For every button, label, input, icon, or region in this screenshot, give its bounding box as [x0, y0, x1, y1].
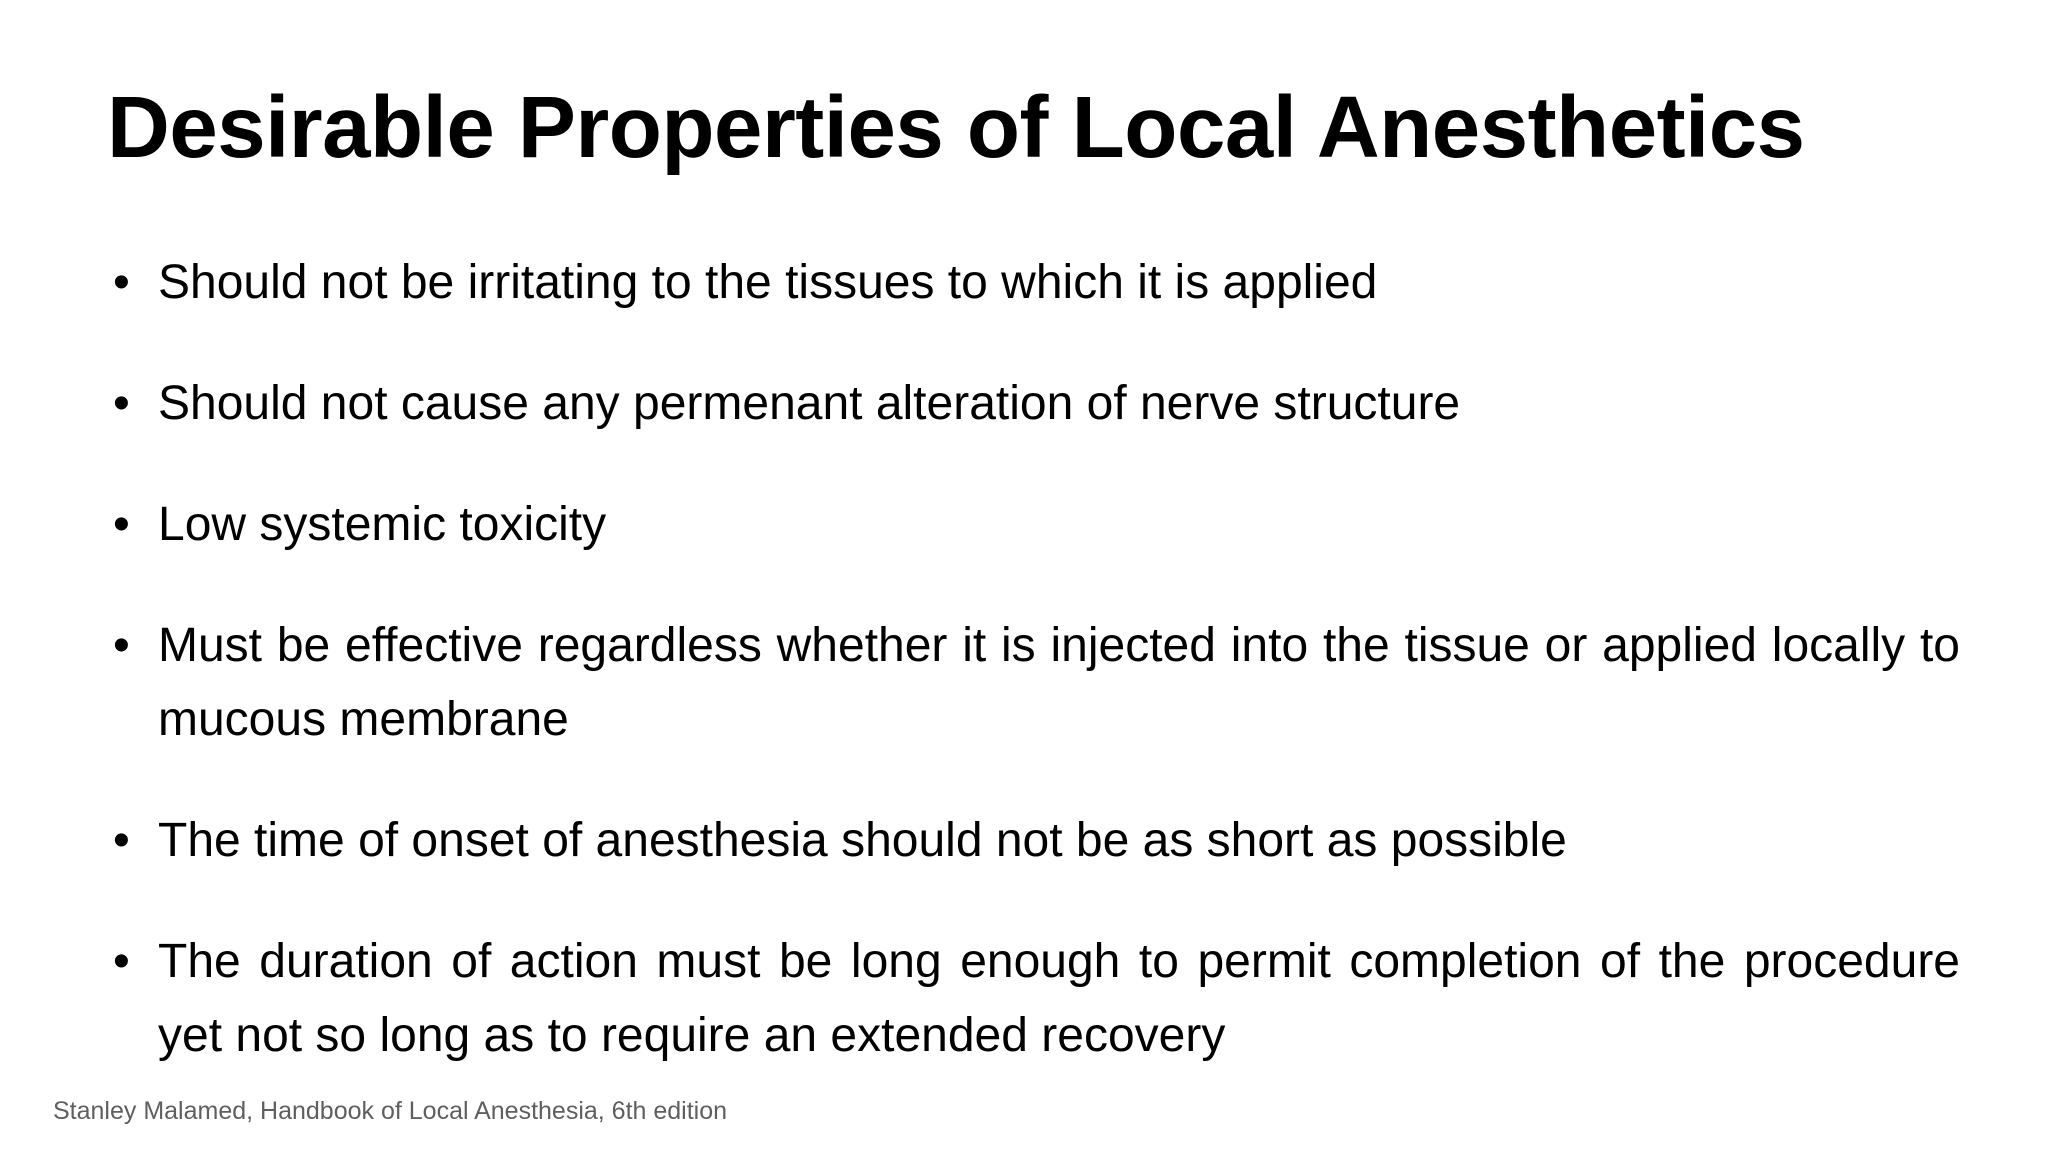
- bullet-text: Low systemic toxicity: [158, 498, 607, 551]
- bullet-item: [107, 488, 1960, 562]
- bullet-dot-icon: •: [113, 935, 130, 988]
- bullet-item: [107, 246, 1960, 320]
- bullet-dot-icon: •: [113, 619, 130, 672]
- bullet-dot-icon: •: [113, 377, 130, 430]
- bullet-text: Should not be irritating to the tissues to which it is applied: [158, 256, 1378, 309]
- citation-footer: Stanley Malamed, Handbook of Local Anesthesia, 6th edition: [53, 1097, 728, 1125]
- bullet-dot-icon: •: [113, 256, 130, 309]
- bullet-dot-icon: •: [113, 814, 130, 867]
- bullet-item: [107, 804, 1960, 878]
- bullet-item: [107, 609, 1960, 757]
- bullet-text: The time of onset of anesthesia should not be as short as possible: [158, 814, 1567, 867]
- slide-title: Desirable Properties of Local Anesthetics: [107, 79, 1805, 176]
- bullet-text: The duration of action must be long enough to permit completion of the procedure yet not so long as to require an extended recovery: [158, 935, 1960, 1062]
- bullet-item: [107, 367, 1960, 441]
- bullet-text: Should not cause any permenant alteration of nerve structure: [158, 377, 1461, 430]
- bullet-text: Must be effective regardless whether it is injected into the tissue or applied locally to mucous membrane: [158, 619, 1960, 746]
- bullet-item: [107, 925, 1960, 1073]
- bullet-dot-icon: •: [113, 498, 130, 551]
- bullet-list: [107, 246, 1960, 1120]
